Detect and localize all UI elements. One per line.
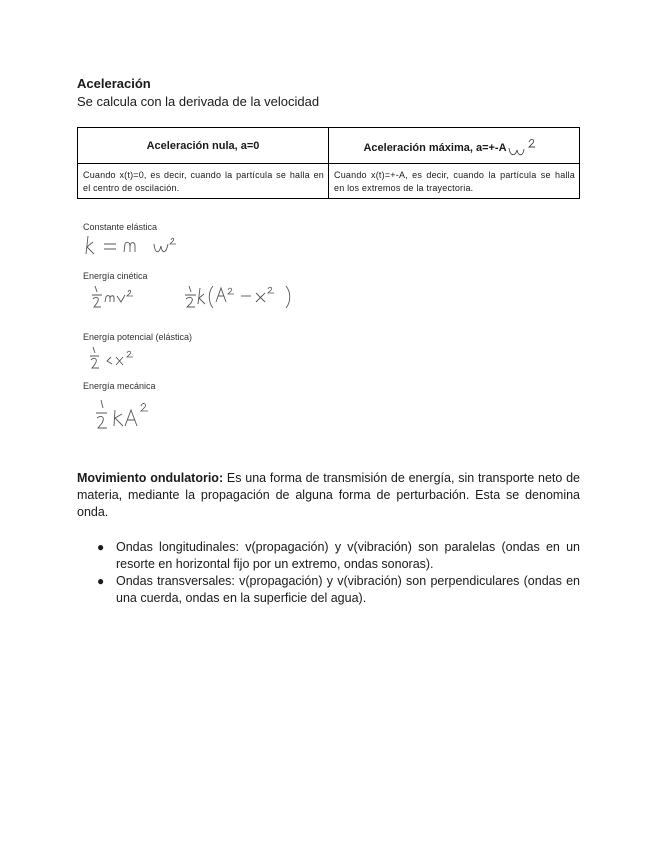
- ondulatorio-text: Es una forma de transmisión de energía, sin transporte neto de materia, mediante la propagación de alguna forma de perturbación. Esta se denomina onda.: [77, 471, 580, 519]
- section-subtitle: Se calcula con la derivada de la velocidad: [77, 94, 320, 109]
- list-item: ● Ondas transversales: v(propagación) y v(vibración) son perpendiculares (ondas en una cuerda, ondas en la superficie del agua).: [97, 574, 580, 605]
- section-title-aceleracion: Aceleración: [77, 76, 151, 91]
- handwritten-constante-formula: [80, 232, 190, 258]
- list-item: ● Ondas longitudinales: v(propagación) y v(vibración) son paralelas (ondas en un resorte en horizontal fijo por un extremo, ondas sonoras).: [97, 540, 580, 571]
- label-energia-cinetica: Energía cinética: [83, 271, 148, 281]
- table-header-maxima: Aceleración máxima, a=+-A: [329, 128, 580, 164]
- table-header-nula: Aceleración nula, a=0: [78, 128, 329, 164]
- wave-types-list: [77, 539, 580, 607]
- omega-squared-sketch-icon: [507, 136, 545, 160]
- bullet-icon: ●: [97, 540, 105, 554]
- table-row: [78, 164, 580, 199]
- handwritten-mecanica-formula: [90, 394, 180, 436]
- label-energia-mecanica: Energía mecánica: [83, 381, 156, 391]
- handwritten-cinetica-formulas: [85, 282, 305, 314]
- ondulatorio-paragraph: [77, 470, 580, 521]
- table-cell: Cuando x(t)=+-A, es decir, cuando la partícula se halla en los extremos de la trayectoria.: [329, 164, 580, 199]
- acceleration-table: [77, 127, 580, 199]
- bullet-icon: ●: [97, 574, 105, 588]
- handwritten-potencial-formula: [83, 344, 163, 374]
- table-cell: Cuando x(t)=0, es decir, cuando la partícula se halla en el centro de oscilación.: [78, 164, 329, 199]
- label-energia-potencial: Energía potencial (elástica): [83, 332, 193, 342]
- label-constante-elastica: Constante elástica: [83, 222, 158, 232]
- ondulatorio-title: Movimiento ondulatorio:: [77, 471, 224, 485]
